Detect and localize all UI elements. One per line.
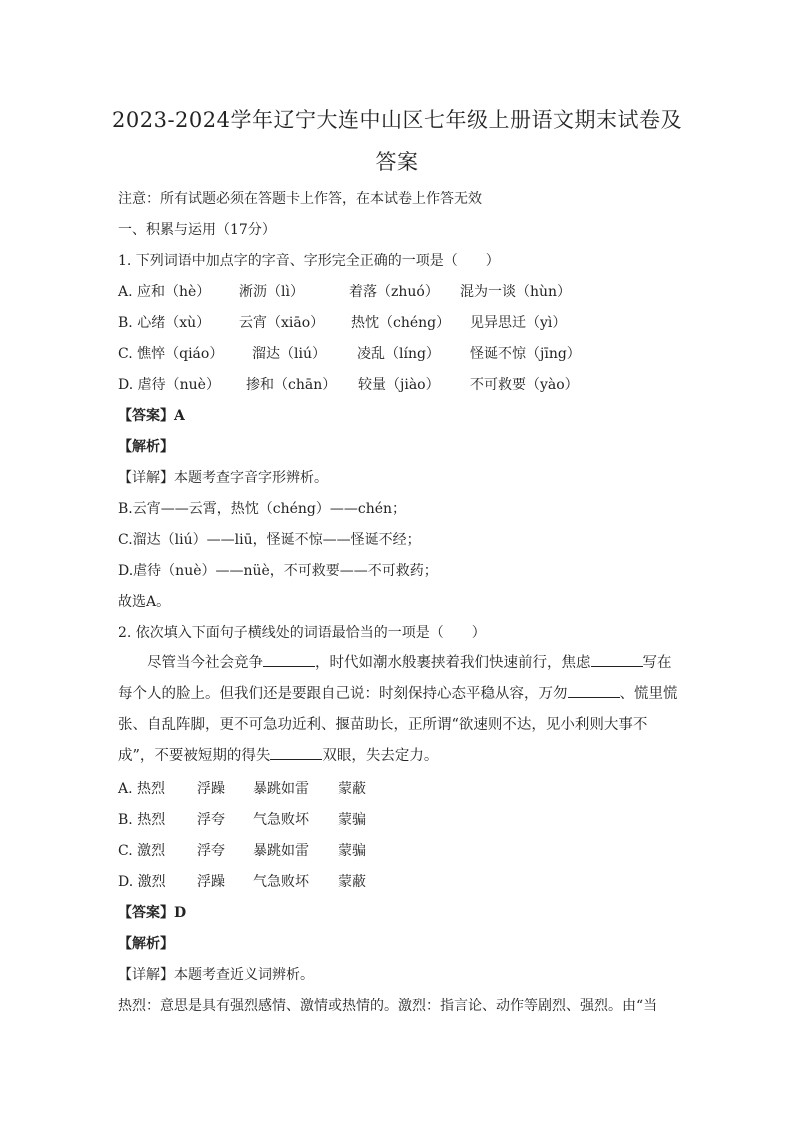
q1-option-b [118,312,566,332]
opt-col4: 见异思迁（yì） [470,315,567,331]
q1-detail: 【详解】本题考查字音字形辨析。 [118,470,328,486]
blank-1 [263,651,315,667]
q2-option-a [118,778,366,798]
opt-col1: D. 激烈 [118,874,166,890]
opt-col3: 热忱（chéng） [351,315,451,331]
q1-option-d [118,374,579,394]
opt-col2: 淅沥（lì） [239,284,304,300]
opt-col1: D. 虐待（nuè） [118,377,220,393]
opt-col2: 浮夸 [197,812,225,828]
opt-col4: 蒙骗 [338,812,366,828]
opt-col4: 不可救要（yào） [470,377,579,393]
opt-col2: 溜达（liú） [252,346,326,362]
blank-2 [591,651,643,667]
q1-stem: 1. 下列词语中加点字的字音、字形完全正确的一项是（ ） [118,253,500,269]
opt-col1: C. 憔悴（qiáo） [118,346,224,362]
q2-option-d [118,871,366,891]
opt-col1: C. 激烈 [118,843,166,859]
opt-col3: 气急败坏 [253,812,309,828]
opt-col1: A. 应和（hè） [118,284,211,300]
q2-passage [118,648,678,772]
opt-col2: 浮夸 [197,843,225,859]
opt-col1: A. 热烈 [118,781,166,797]
opt-col1: B. 热烈 [118,812,166,828]
opt-col4: 怪诞不惊（jīng） [470,346,581,362]
q2-analysis: 【解析】 [118,936,174,952]
opt-col3: 较量（jiào） [358,377,440,393]
blank-3 [568,682,620,698]
opt-col3: 气急败坏 [253,874,309,890]
q2-option-b [118,809,366,829]
blank-4 [270,744,322,760]
doc-title-line2: 答案 [375,150,419,174]
opt-col4: 蒙蔽 [338,874,366,890]
opt-col2: 浮躁 [197,781,225,797]
q1-option-a [118,281,571,301]
opt-col2: 掺和（chān） [246,377,337,393]
q1-analysis: 【解析】 [118,439,174,455]
opt-col3: 暴跳如雷 [253,843,309,859]
q1-explain-b: B.云宵——云霄，热忱（chéng）——chén； [118,501,407,517]
passage-text: 、慌里慌张、自乱阵脚，更不可急功近利、揠苗助长，正所谓“欲速则不达，见小利则大事不成”，不要被短期的得失 [118,686,678,764]
notice: 注意：所有试题必须在答题卡上作答，在本试卷上作答无效 [118,191,482,207]
opt-col3: 暴跳如雷 [253,781,309,797]
passage-text: 尽管当今社会竞争 [147,655,263,671]
opt-col4: 蒙骗 [338,843,366,859]
q2-detail: 【详解】本题考查近义词辨析。 [118,967,314,983]
opt-col2: 浮躁 [197,874,225,890]
q2-answer: 【答案】D [118,905,187,921]
opt-col4: 蒙蔽 [338,781,366,797]
doc-title-line1: 2023-2024学年辽宁大连中山区七年级上册语文期末试卷及 [112,108,682,132]
opt-col3: 凌乱（líng） [357,346,440,362]
opt-col1: B. 心绪（xù） [118,315,211,331]
q1-option-c [118,343,581,363]
q2-option-c [118,840,366,860]
q1-explain-c: C.溜达（liú）——liū，怪诞不惊——怪诞不经； [118,532,421,548]
passage-text: ，时代如潮水般裹挟着我们快速前行，焦虑 [315,655,591,671]
q2-explain: 热烈：意思是具有强烈感情、激情或热情的。激烈：指言论、动作等剧烈、强烈。由“当 [118,998,658,1014]
opt-col3: 着落（zhuó） [349,284,439,300]
opt-col2: 云宵（xiāo） [239,315,325,331]
opt-col4: 混为一谈（hùn） [460,284,572,300]
q2-stem: 2. 依次填入下面句子横线处的词语最恰当的一项是（ ） [118,625,486,641]
q1-answer: 【答案】A [118,408,185,424]
section-heading: 一、积累与运用（17分） [118,222,276,238]
q1-conclusion: 故选A。 [118,594,171,610]
passage-text: 双眼，失去定力。 [322,748,439,764]
q1-explain-d: D.虐待（nuè）——nüè，不可救要——不可救药； [118,563,438,579]
passage-text: 写在每个人的脸上。但我们还是要跟自己说：时刻保持心态平稳从容，万勿 [118,655,672,702]
